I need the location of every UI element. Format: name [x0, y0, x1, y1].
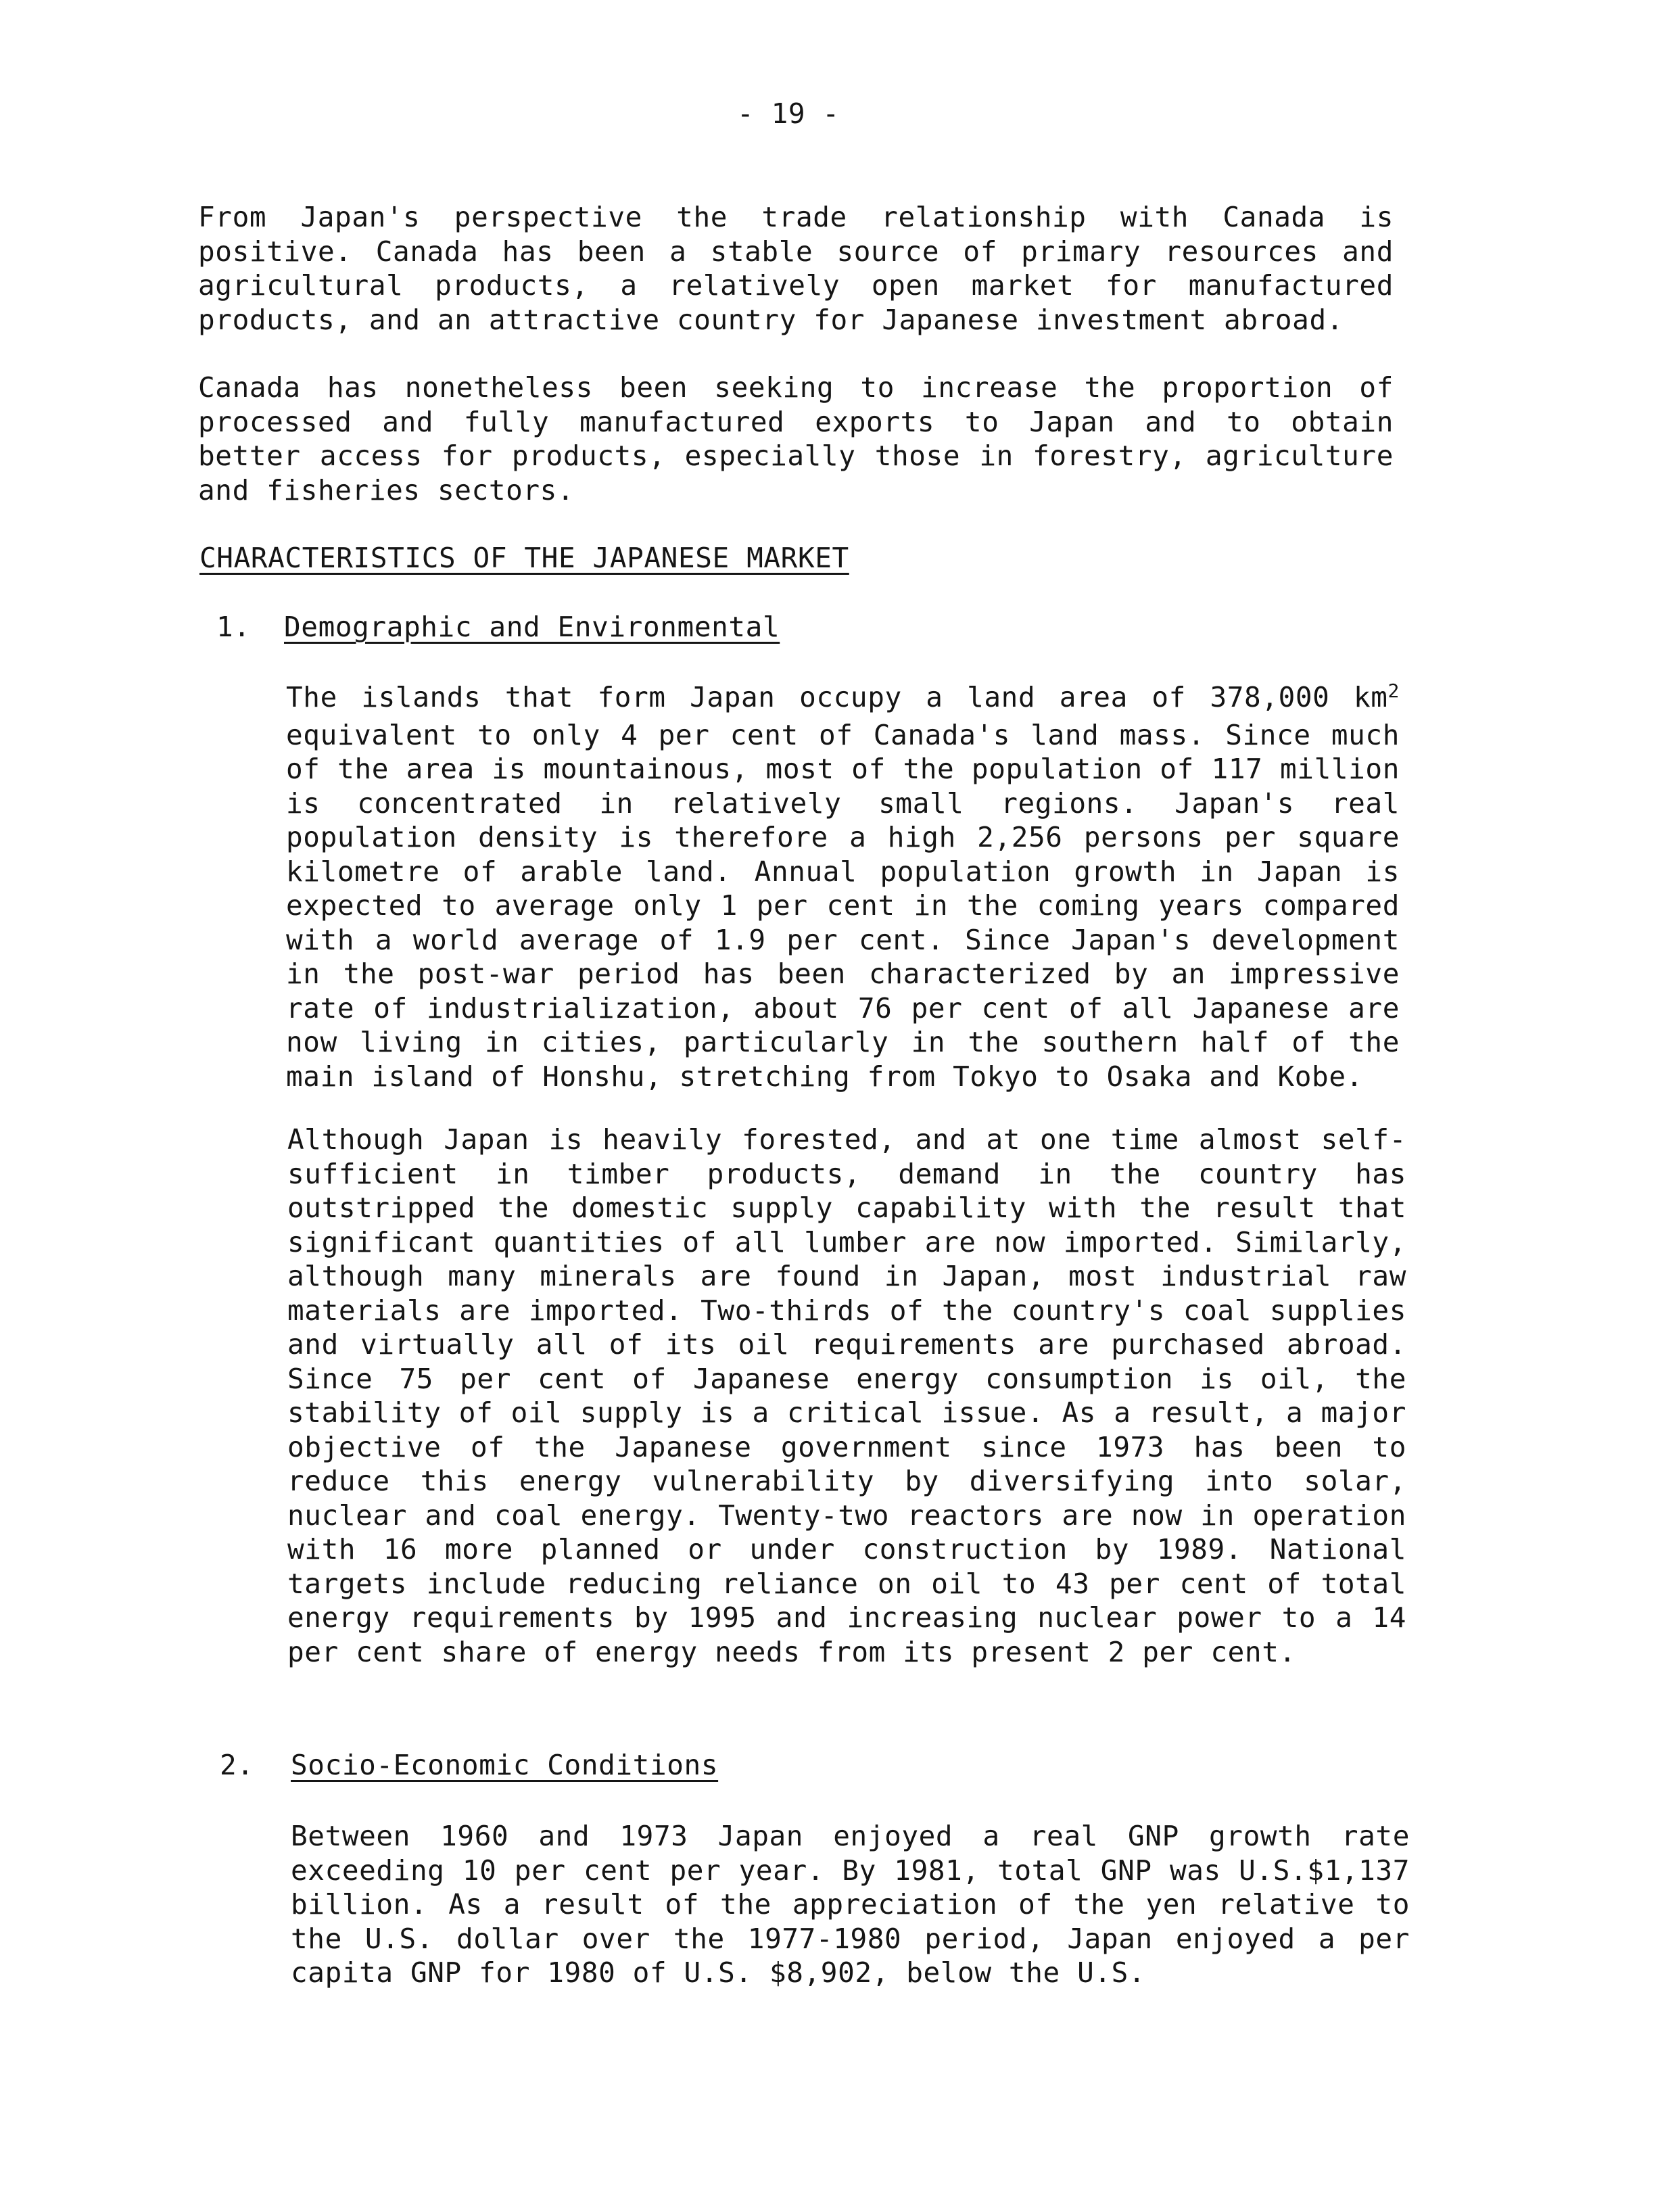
section-2-title: Socio-Economic Conditions: [291, 1749, 719, 1781]
section-1-number: 1.: [216, 611, 251, 643]
paragraph-environmental: Although Japan is heavily forested, and at one time almost self-sufficient in timber products, demand in the country has outstripped the domestic supply capability with the result that significant quantities of all lumber are now imported. Similarly, although many minerals are found in Japan, most industrial raw materials are imported. Two-thirds of the country's coal supplies and virtually all of its oil requirements are purchased abroad. Since 75 per cent of Japanese energy consumption is oil, the stability of oil supply is a critical issue. As a result, a major objective of the Japanese government since 1973 has been to reduce this energy vulnerability by diversifying into solar, nuclear and coal energy. Twenty-two reactors are now in operation with 16 more planned or under construction by 1989. National targets include reducing reliance on oil to 43 per cent of total energy requirements by 1995 and increasing nuclear power to a 14 per cent share of energy needs from its present 2 per cent.: [287, 1123, 1406, 1668]
paragraph-trade-relationship: From Japan's perspective the trade relationship with Canada is positive. Canada has been a stable source of primary resources and agricultural products, a relatively open market for manufactured products, and an attractive country for Japanese investment abroad.: [198, 201, 1394, 336]
paragraph-demographic-text-start: The islands that form Japan occupy a land area of 378,000 km: [286, 681, 1388, 713]
paragraph-socio-economic: Between 1960 and 1973 Japan enjoyed a real GNP growth rate exceeding 10 per cent per year. By 1981, total GNP was U.S.$1,137 billion. As a result of the appreciation of the yen relative to the U.S. dollar over the 1977-1980 period, Japan enjoyed a per capita GNP for 1980 of U.S. $8,902, below the U.S.: [291, 1820, 1410, 1989]
paragraph-demographic: [286, 680, 1400, 1093]
paragraph-canada-seeking: Canada has nonetheless been seeking to increase the proportion of processed and fully manufactured exports to Japan and to obtain better access for products, especially those in forestry, agriculture and fisheries sectors.: [198, 371, 1394, 507]
paragraph-demographic-text-rest: equivalent to only 4 per cent of Canada's land mass. Since much of the area is mountainous, most of the population of 117 million is concentrated in relatively small regions. Japan's real population density is therefore a high 2,256 persons per square kilometre of arable land. Annual population growth in Japan is expected to average only 1 per cent in the coming years compared with a world average of 1.9 per cent. Since Japan's development in the post-war period has been characterized by an impressive rate of industrialization, about 76 per cent of all Japanese are now living in cities, particularly in the southern half of the main island of Honshu, stretching from Tokyo to Osaka and Kobe.: [286, 718, 1400, 1093]
page-number: - 19 -: [737, 97, 840, 130]
km-squared-superscript: 2: [1387, 680, 1400, 702]
section-2-number: 2.: [220, 1749, 254, 1781]
section-heading-characteristics: CHARACTERISTICS OF THE JAPANESE MARKET: [199, 542, 849, 574]
section-1-title: Demographic and Environmental: [284, 611, 780, 643]
